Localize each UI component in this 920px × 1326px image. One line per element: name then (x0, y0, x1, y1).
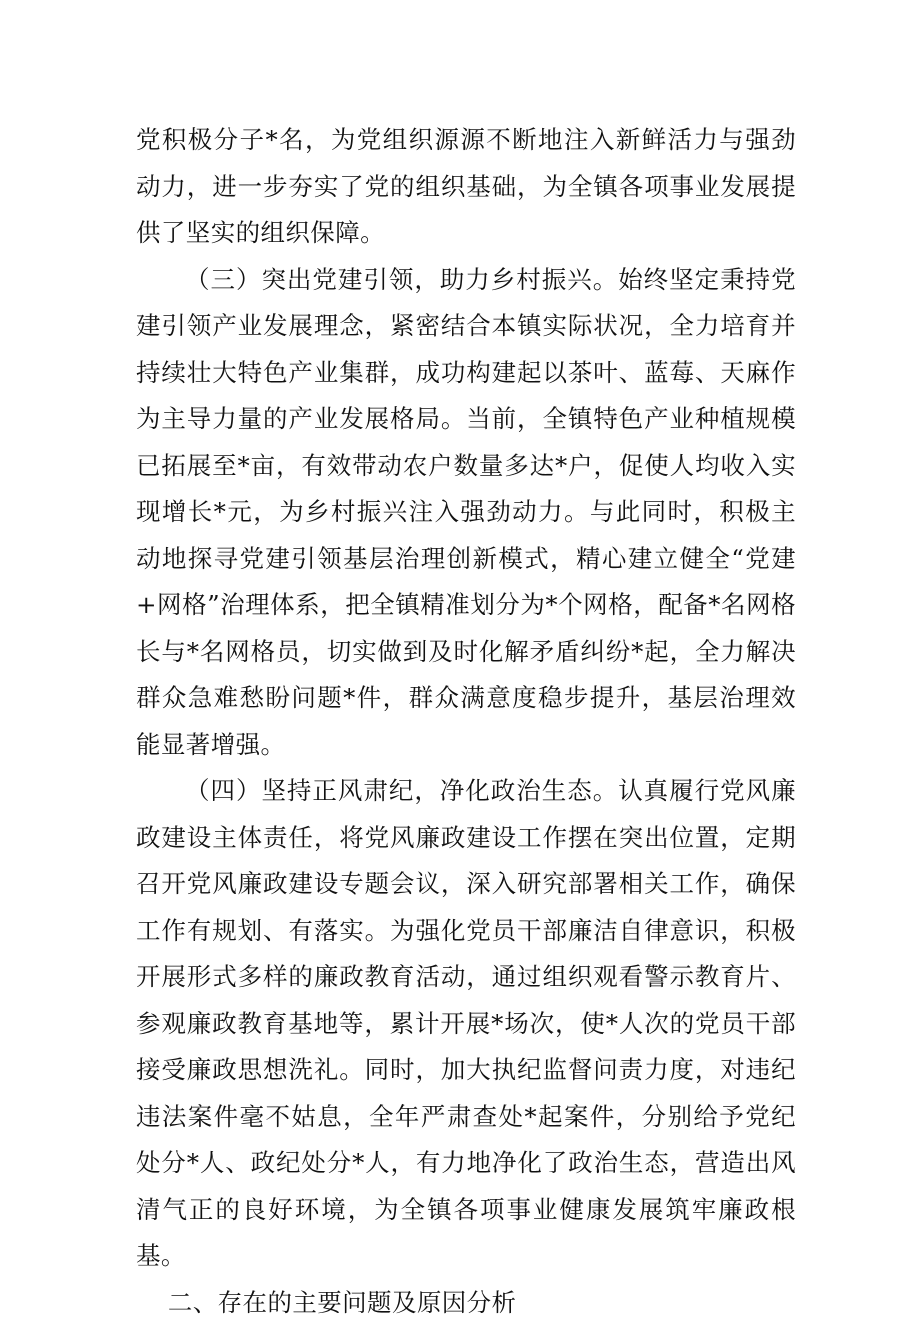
section-heading: 二、存在的主要问题及原因分析 (136, 1280, 796, 1326)
paragraph-rural-revitalization: （三）突出党建引领，助力乡村振兴。始终坚定秉持党建引领产业发展理念，紧密结合本镇实际状况，全力培育并持续壮大特色产业集群，成功构建起以茶叶、蓝莓、天麻作为主导力量的产业发展格局。当前，全镇特色产业种植规模已拓展至*亩，有效带动农户数量多达*户，促使人均收入实现增长*元，为乡村振兴注入强劲动力。与此同时，积极主动地探寻党建引领基层治理创新模式，精心建立健全“党建+网格”治理体系，把全镇精准划分为*个网格，配备*名网格长与*名网格员，切实做到及时化解矛盾纠纷*起，全力解决群众急难愁盼问题*件，群众满意度稳步提升，基层治理效能显著增强。 (136, 257, 796, 769)
paragraph-continuation: 党积极分子*名，为党组织源源不断地注入新鲜活力与强劲动力，进一步夯实了党的组织基础，为全镇各项事业发展提供了坚实的组织保障。 (136, 117, 796, 257)
paragraph-integrity-discipline: （四）坚持正风肃纪，净化政治生态。认真履行党风廉政建设主体责任，将党风廉政建设工作摆在突出位置，定期召开党风廉政建设专题会议，深入研究部署相关工作，确保工作有规划、有落实。为强化党员干部廉洁自律意识，积极开展形式多样的廉政教育活动，通过组织观看警示教育片、参观廉政教育基地等，累计开展*场次，使*人次的党员干部接受廉政思想洗礼。同时，加大执纪监督问责力度，对违纪违法案件毫不姑息，全年严肃查处*起案件，分别给予党纪处分*人、政纪处分*人，有力地净化了政治生态，营造出风清气正的良好环境，为全镇各项事业健康发展筑牢廉政根基。 (136, 768, 796, 1280)
document-body (136, 117, 796, 1326)
